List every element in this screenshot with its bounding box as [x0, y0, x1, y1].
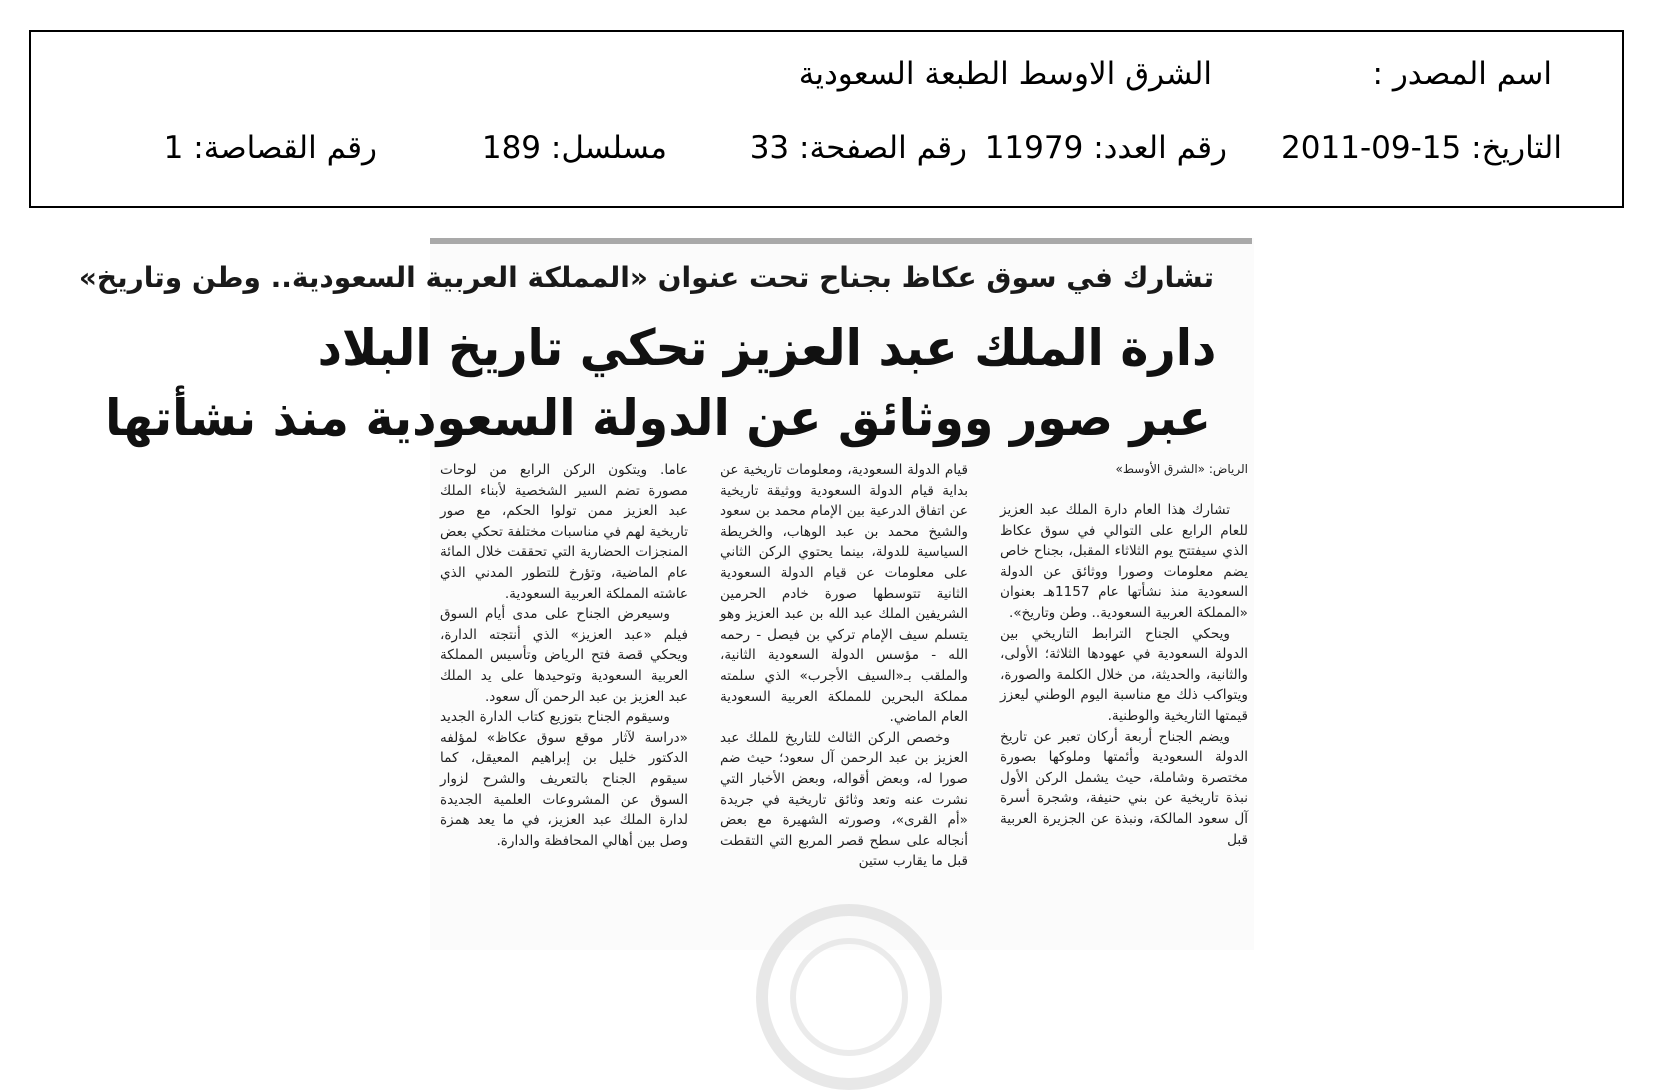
- headline-line-1: [317, 316, 1240, 380]
- article-dateline: الرياض: «الشرق الأوسط»: [1115, 462, 1248, 476]
- article-paragraph: قيام الدولة السعودية، ومعلومات تاريخية عن بداية قيام الدولة السعودية ووثيقة تاريخية عن اتفاق الدرعية بين الإمام محمد بن سعود والشيخ محمد بن عبد الوهاب، والخريطة السياسية للدولة، بينما يحتوي الركن الثاني على معلومات عن قيام الدولة السعودية الثانية تتوسطها صورة خادم الحرمين الشريفين الملك عبد الله بن عبد العزيز وهو يتسلم سيف الإمام تركي بن فيصل - رحمه الله - مؤسس الدولة السعودية الثانية، والملقب بـ«السيف الأجرب» الذي سلمته مملكة البحرين للمملكة العربية السعودية العام الماضي.: [720, 462, 968, 726]
- clipping-metadata-box: [29, 30, 1624, 208]
- source-value: الشرق الاوسط الطبعة السعودية: [798, 56, 1212, 92]
- article-paragraph: وخصص الركن الثالث للتاريخ للملك عبد العزيز بن عبد الرحمن آل سعود؛ حيث ضم صورا له، وبعض أقواله، وبعض الأخبار التي نشرت عنه وتعد وثائق تاريخية في جريدة «أم القرى»، وصورته الشهيرة مع بعض أنجاله على سطح قصر المربع التي التقطت قبل ما يقارب ستين: [720, 729, 968, 870]
- headline-line-2-text: عبر صور ووثائق عن الدولة السعودية منذ نشأتها: [105, 389, 1211, 447]
- clipping-top-rule: [430, 238, 1252, 244]
- date-value: 2011-09-15: [1281, 130, 1462, 166]
- newspaper-clipping: [78, 238, 1254, 950]
- date-field: [1281, 128, 1562, 168]
- page-field: [750, 128, 967, 168]
- article-column-1: [1000, 460, 1248, 950]
- article-paragraph: عاما. ويتكون الركن الرابع من لوحات مصورة تضم السير الشخصية لأبناء الملك عبد العزيز ممن تولوا الحكم، مع صور تاريخية لهم في مناسبات مختلفة تحكي بعض المنجزات الحضارية التي تحققت خلال المائة عام الماضية، وتؤرخ للتطور المدني الذي عاشته المملكة العربية السعودية.: [440, 462, 688, 602]
- headline-line-1-text: دارة الملك عبد العزيز تحكي تاريخ البلاد: [317, 319, 1217, 377]
- article-paragraph: وسيعرض الجناح على مدى أيام السوق فيلم «عبد العزيز» الذي أنتجته الدارة، ويحكي قصة فتح الرياض وتأسيس المملكة العربية السعودية وتوحيدها على يد الملك عبد العزيز بن عبد الرحمن آل سعود.: [440, 606, 688, 705]
- clip-number-label: رقم القصاصة:: [193, 130, 377, 166]
- clip-number-value: 1: [163, 130, 184, 166]
- article-paragraph: تشارك هذا العام دارة الملك عبد العزيز للعام الرابع على التوالي في سوق عكاظ الذي سيفتتح يوم الثلاثاء المقبل، بجناح خاص يضم معلومات وصورا ووثائق عن الدولة السعودية منذ نشأتها عام 1157هـ بعنوان «المملكة العربية السعودية.. وطن وتاريخ».: [1000, 502, 1249, 621]
- page-value: 33: [749, 130, 790, 166]
- headline-line-2: [105, 386, 1240, 450]
- issue-label: رقم العدد:: [1093, 130, 1227, 166]
- article-kicker: تشارك في سوق عكاظ بجناح تحت عنوان «المملكة العربية السعودية.. وطن وتاريخ»: [78, 261, 1214, 294]
- page-label: رقم الصفحة:: [799, 130, 967, 166]
- article-column-2: [720, 460, 968, 950]
- article-paragraph: ويضم الجناح أربعة أركان تعبر عن تاريخ الدولة السعودية وأئمتها وملوكها بصورة مختصرة وشاملة، حيث يشمل الركن الأول نبذة تاريخية عن بني حنيفة، وشجرة أسرة آل سعود المالكة، ونبذة عن الجزيرة العربية قبل: [1000, 728, 1248, 848]
- article-column-3: [440, 460, 688, 950]
- issue-field: [985, 128, 1227, 168]
- serial-field: [482, 128, 667, 168]
- article-paragraph: ويحكي الجناح الترابط التاريخي بين الدولة السعودية في عهودها الثلاثة؛ الأولى، والثانية، والحديثة، من خلال الكلمة والصورة، ويتواكب ذلك مع مناسبة اليوم الوطني ليعزز قيمتها التاريخية والوطنية.: [1000, 625, 1248, 724]
- serial-value: 189: [481, 130, 542, 166]
- article-paragraph: وسيقوم الجناح بتوزيع كتاب الدارة الجديد «دراسة لآثار موقع سوق عكاظ» لمؤلفه الدكتور خليل بن إبراهيم المعيقل، كما سيقوم الجناح بالتعريف والشرح لزوار السوق عن المشروعات العلمية الجديدة لدارة الملك عبد العزيز، في ما يعد همزة وصل بين أهالي المحافظة والدارة.: [440, 709, 688, 849]
- serial-label: مسلسل:: [550, 130, 667, 166]
- clip-number-field: [164, 128, 377, 168]
- date-label: التاريخ:: [1471, 130, 1562, 166]
- article-body: [430, 460, 1254, 950]
- source-label: اسم المصدر :: [1372, 56, 1552, 92]
- issue-value: 11979: [984, 130, 1084, 166]
